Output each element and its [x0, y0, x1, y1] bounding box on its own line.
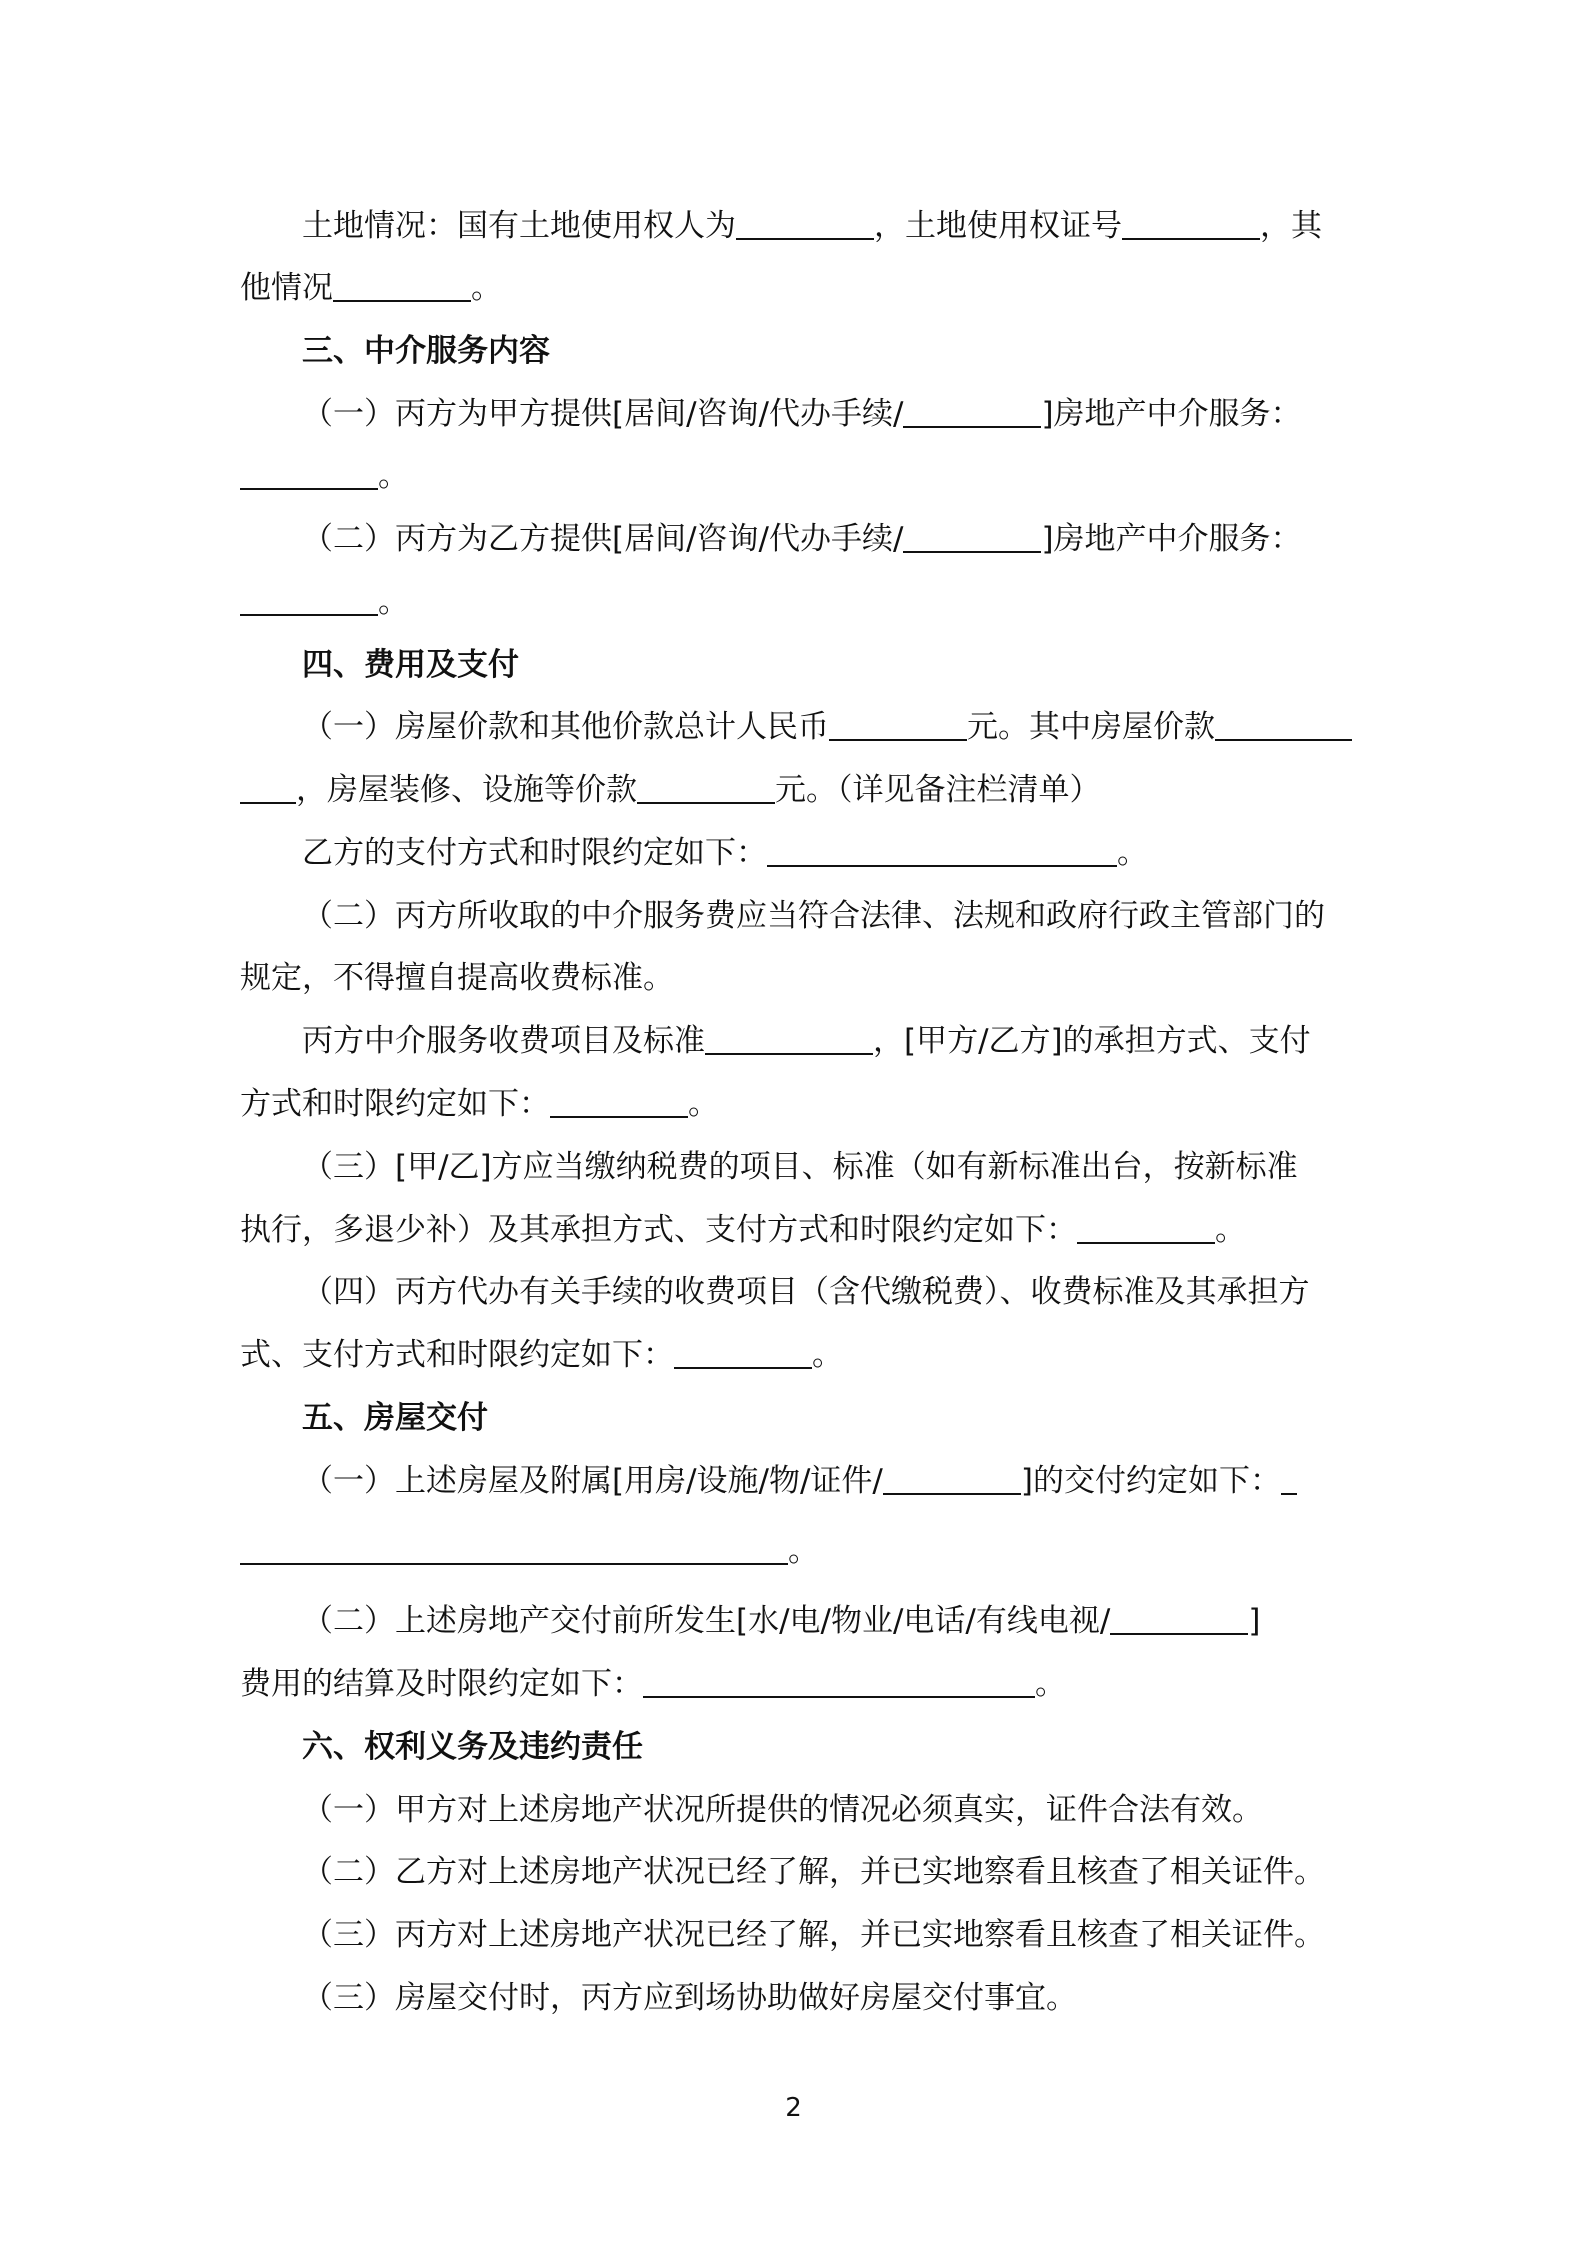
text-segment: 方式和时限约定如下：	[240, 1086, 550, 1122]
blank-field	[333, 270, 471, 302]
fee-item-1-cont	[240, 770, 1352, 810]
text-segment: 。	[688, 1086, 719, 1122]
text-segment: 。	[812, 1337, 843, 1373]
fee-item-1	[302, 707, 1352, 747]
text-segment: 乙方的支付方式和时限约定如下：	[302, 835, 767, 871]
text-segment: 他情况	[240, 270, 333, 306]
text-segment: 丙方中介服务收费项目及标准	[302, 1023, 705, 1059]
service-item-1-cont	[240, 456, 1352, 496]
text-segment: （一）上述房屋及附属[用房/设施/物/证件/	[302, 1463, 883, 1499]
blank-field	[903, 396, 1041, 428]
blank-field	[1077, 1212, 1215, 1244]
text-segment: （一）房屋价款和其他价款总计人民币	[302, 709, 829, 745]
blank-field	[1110, 1603, 1248, 1635]
delivery-item-1	[302, 1461, 1352, 1501]
blank-field	[1122, 208, 1260, 240]
text-segment: ，[甲方/乙方]的承担方式、支付	[873, 1023, 1311, 1059]
text-segment: （一）丙方为甲方提供[居间/咨询/代办手续/	[302, 396, 904, 432]
text-segment: 费用的结算及时限约定如下：	[240, 1666, 643, 1702]
fee-item-4-cont	[240, 1335, 1352, 1375]
service-item-2-cont	[240, 582, 1352, 622]
section-heading-5: 五、房屋交付	[302, 1400, 488, 1436]
text-segment: ]的交付约定如下：	[1020, 1463, 1281, 1499]
fee-item-3: （三）[甲/乙]方应当缴纳税费的项目、标准（如有新标准出台，按新标准	[302, 1149, 1298, 1185]
text-segment: （二）丙方为乙方提供[居间/咨询/代办手续/	[302, 521, 904, 557]
blank-field	[903, 521, 1041, 553]
blank-field	[240, 458, 378, 490]
text-segment: ，其	[1260, 208, 1322, 244]
text-segment: ，土地使用权证号	[874, 208, 1122, 244]
blank-field	[1281, 1463, 1297, 1495]
service-item-1	[302, 394, 1352, 434]
text-segment: （二）上述房地产交付前所发生[水/电/物业/电话/有线电视/	[302, 1603, 1111, 1639]
delivery-item-2	[302, 1601, 1352, 1641]
blank-field	[883, 1463, 1021, 1495]
agency-fee-line-cont	[240, 1084, 1352, 1124]
delivery-item-2-cont	[240, 1664, 1352, 1704]
fee-item-2: （二）丙方所收取的中介服务费应当符合法律、法规和政府行政主管部门的	[302, 898, 1325, 934]
text-segment: ，房屋装修、设施等价款	[296, 772, 637, 808]
blank-field	[736, 208, 874, 240]
blank-field	[829, 709, 967, 741]
blank-field	[674, 1337, 812, 1369]
delivery-item-1-cont	[240, 1531, 1352, 1571]
text-segment: 。	[378, 584, 409, 620]
blank-field	[643, 1666, 1035, 1698]
blank-field	[1215, 709, 1352, 741]
text-segment: 。	[1117, 835, 1148, 871]
text-segment: 土地情况：国有土地使用权人为	[302, 208, 736, 244]
text-segment: 。	[471, 270, 502, 306]
agency-fee-line	[302, 1021, 1352, 1061]
land-status-line	[302, 206, 1352, 246]
fee-item-4: （四）丙方代办有关手续的收费项目（含代缴税费）、收费标准及其承担方	[302, 1274, 1310, 1310]
blank-field	[705, 1023, 873, 1055]
blank-field	[240, 1533, 788, 1565]
text-segment: 元。其中房屋价款	[967, 709, 1215, 745]
service-item-2	[302, 519, 1352, 559]
blank-field	[240, 772, 296, 804]
section-heading-3: 三、中介服务内容	[302, 333, 550, 369]
text-segment: ]	[1248, 1603, 1261, 1639]
section-heading-4: 四、费用及支付	[302, 647, 519, 683]
section-heading-6: 六、权利义务及违约责任	[302, 1729, 643, 1765]
page-number: 2	[785, 2093, 802, 2123]
blank-field	[637, 772, 775, 804]
fee-item-3-cont	[240, 1210, 1352, 1250]
text-segment: 。	[1035, 1666, 1066, 1702]
obligation-item-4: （三）房屋交付时，丙方应到场协助做好房屋交付事宜。	[302, 1980, 1077, 2016]
obligation-item-3: （三）丙方对上述房地产状况已经了解，并已实地察看且核查了相关证件。	[302, 1917, 1325, 1953]
blank-field	[240, 584, 378, 616]
text-segment: ]房地产中介服务：	[1041, 396, 1302, 432]
obligation-item-1: （一）甲方对上述房地产状况所提供的情况必须真实，证件合法有效。	[302, 1792, 1263, 1828]
text-segment: 执行，多退少补）及其承担方式、支付方式和时限约定如下：	[240, 1212, 1077, 1248]
fee-item-2-cont: 规定，不得擅自提高收费标准。	[240, 960, 674, 996]
text-segment: ]房地产中介服务：	[1041, 521, 1302, 557]
text-segment: 。	[378, 458, 409, 494]
payment-terms-line	[302, 833, 1352, 873]
text-segment: 元。（详见备注栏清单）	[775, 772, 1101, 808]
obligation-item-2: （二）乙方对上述房地产状况已经了解，并已实地察看且核查了相关证件。	[302, 1854, 1325, 1890]
text-segment: 式、支付方式和时限约定如下：	[240, 1337, 674, 1373]
blank-field	[550, 1086, 688, 1118]
land-status-line-2	[240, 268, 1352, 308]
text-segment: 。	[788, 1533, 819, 1569]
blank-field	[767, 835, 1117, 867]
text-segment: 。	[1215, 1212, 1246, 1248]
